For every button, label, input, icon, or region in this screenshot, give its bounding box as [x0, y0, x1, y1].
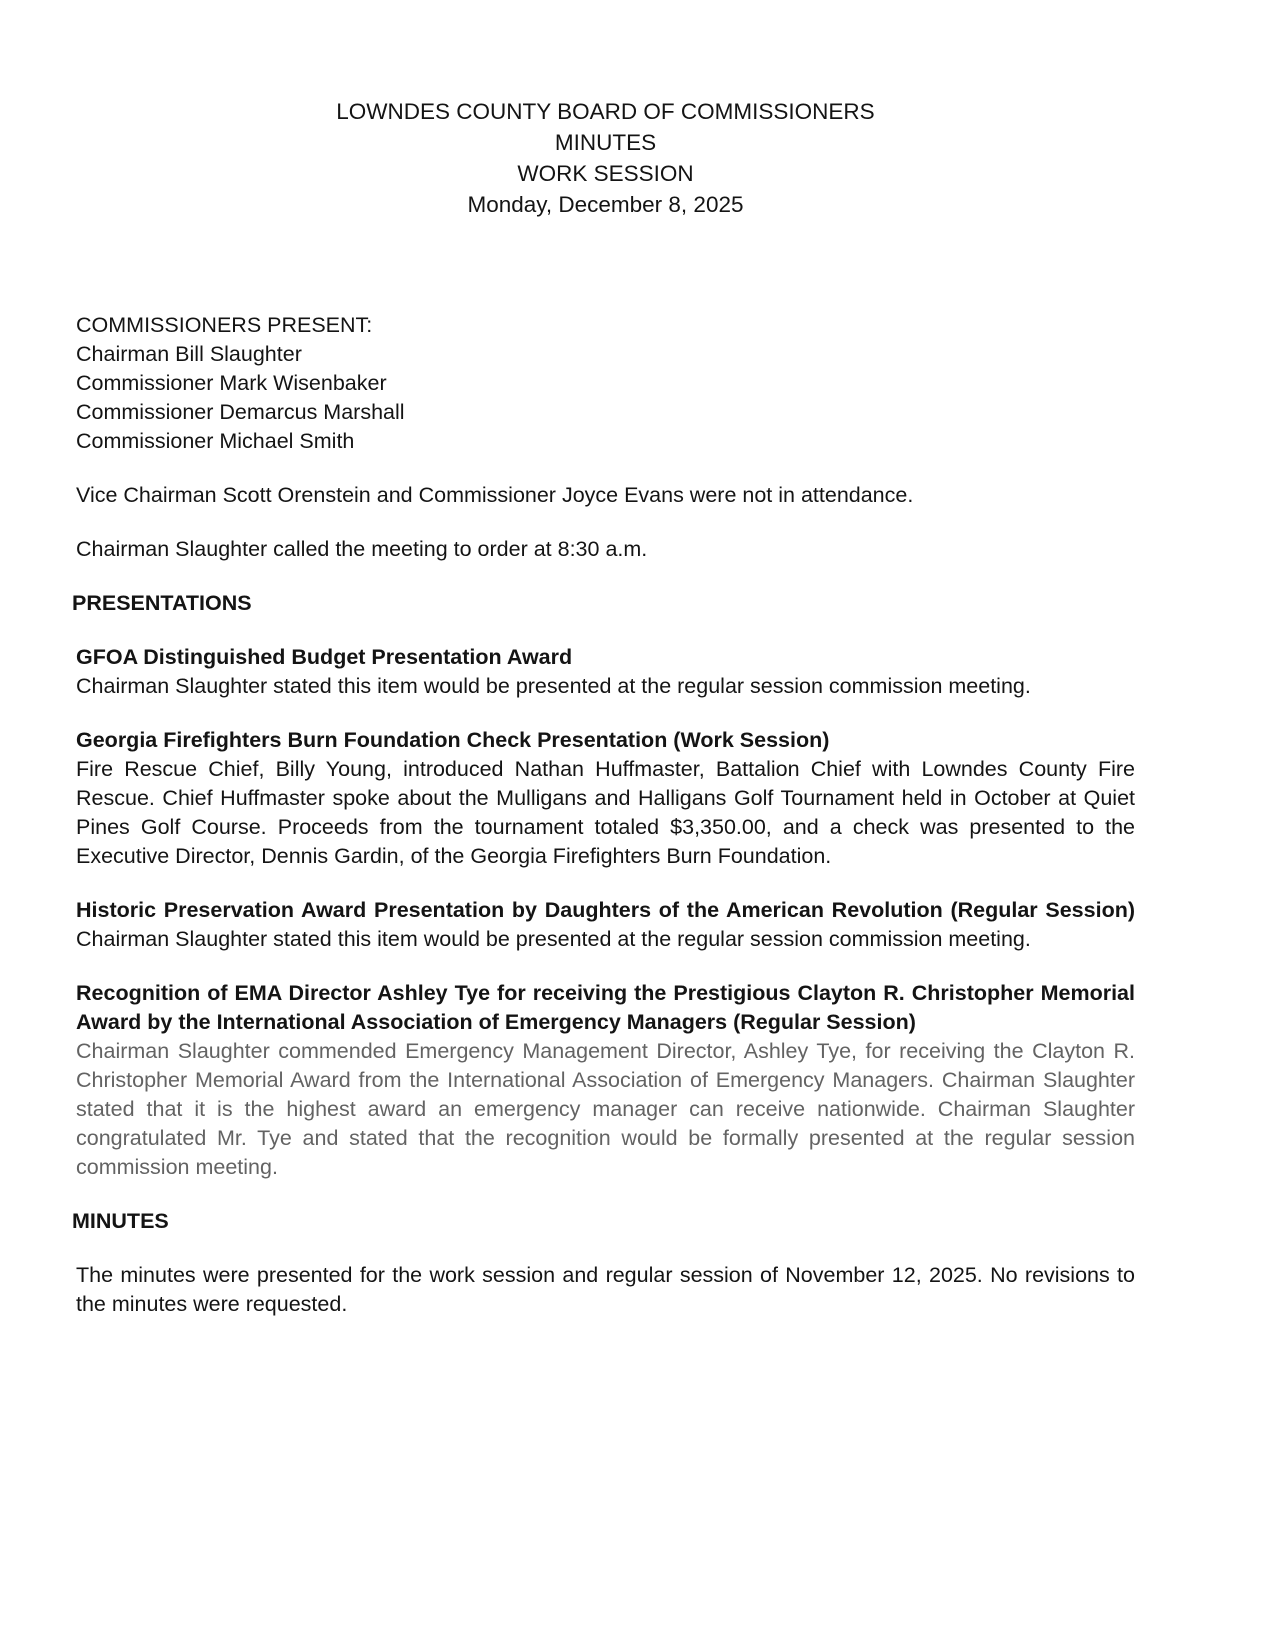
presentation-body-gfoa: Chairman Slaughter stated this item would be presented at the regular session commission meeting.	[76, 674, 1031, 698]
attendance-block	[76, 311, 1135, 456]
minutes-body: The minutes were presented for the work session and regular session of November 12, 2025. No revisions to the minutes were requested.	[76, 1263, 1135, 1316]
document-title-line-4: Monday, December 8, 2025	[467, 192, 744, 217]
commissioner-name: Commissioner Demarcus Marshall	[76, 400, 405, 424]
presentation-title-historic-preservation: Historic Preservation Award Presentation by Daughters of the American Revolution (Regular Session)	[76, 898, 1135, 922]
presentation-title-gfoa: GFOA Distinguished Budget Presentation Award	[76, 645, 573, 669]
commissioner-name: Commissioner Michael Smith	[76, 429, 355, 453]
commissioner-name: Commissioner Mark Wisenbaker	[76, 371, 387, 395]
document-title-line-1: LOWNDES COUNTY BOARD OF COMMISSIONERS	[336, 99, 875, 124]
document-title-block	[76, 96, 1135, 220]
commissioner-name: Chairman Bill Slaughter	[76, 342, 302, 366]
minutes-heading: MINUTES	[72, 1209, 169, 1233]
commissioners-present-heading: COMMISSIONERS PRESENT:	[76, 313, 373, 337]
presentation-body-ema-recognition: Chairman Slaughter commended Emergency Management Director, Ashley Tye, for receiving the Clayton R. Christopher Memorial Award from the International Association of Emergency Managers. Chairman Slaughter stated that it is the highest award an emergency manager can receive nationwide. Chairman Slaughter congratulated Mr. Tye and stated that the recognition would be formally presented at the regular session commission meeting.	[76, 1039, 1135, 1179]
presentation-body-burn-foundation: Fire Rescue Chief, Billy Young, introduced Nathan Huffmaster, Battalion Chief with Lowndes County Fire Rescue. Chief Huffmaster spoke about the Mulligans and Halligans Golf Tournament held in October at Quiet Pines Golf Course. Proceeds from the tournament totaled $3,350.00, and a check was presented to the Executive Director, Dennis Gardin, of the Georgia Firefighters Burn Foundation.	[76, 757, 1135, 868]
presentation-historic-preservation	[76, 896, 1135, 954]
presentation-title-ema-recognition: Recognition of EMA Director Ashley Tye for receiving the Prestigious Clayton R. Christopher Memorial Award by the International Association of Emergency Managers (Regular Session)	[76, 981, 1135, 1034]
document-title-line-3: WORK SESSION	[517, 161, 694, 186]
document-title-line-2: MINUTES	[554, 130, 657, 155]
presentation-title-burn-foundation: Georgia Firefighters Burn Foundation Check Presentation (Work Session)	[76, 728, 830, 752]
call-to-order-note: Chairman Slaughter called the meeting to order at 8:30 a.m.	[76, 537, 648, 561]
presentations-heading: PRESENTATIONS	[72, 591, 252, 615]
absent-note: Vice Chairman Scott Orenstein and Commissioner Joyce Evans were not in attendance.	[76, 483, 914, 507]
presentation-body-historic-preservation: Chairman Slaughter stated this item would be presented at the regular session commission meeting.	[76, 927, 1031, 951]
